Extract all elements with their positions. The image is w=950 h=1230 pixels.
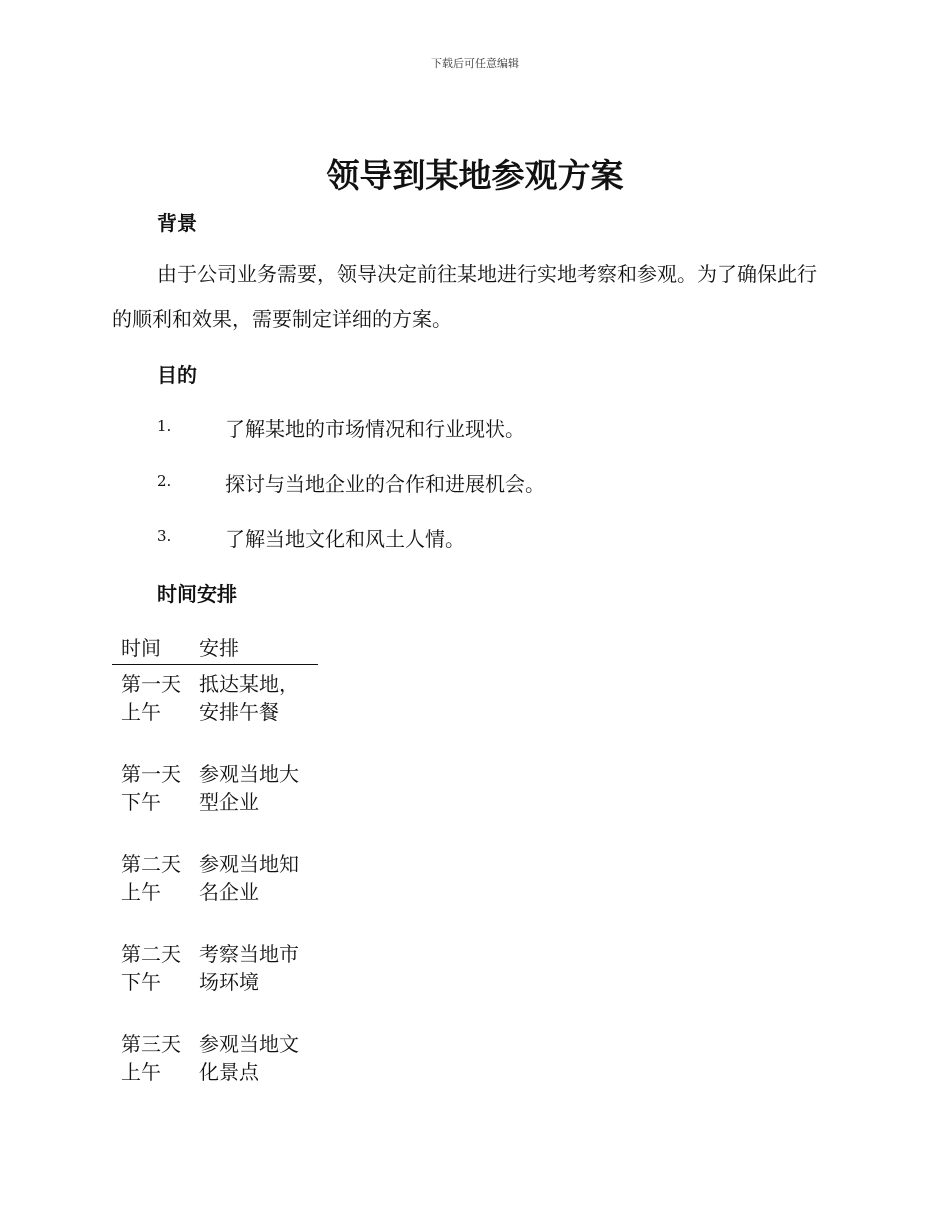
table-cell-plan: 参观当地大型企业 bbox=[199, 762, 299, 814]
table-cell-plan: 参观当地文化景点 bbox=[199, 1032, 299, 1084]
list-item-number: 3. bbox=[157, 527, 172, 545]
list-item-text: 了解当地文化和风土人情。 bbox=[225, 527, 465, 551]
list-item-number: 1. bbox=[157, 417, 172, 435]
table-header-row bbox=[112, 632, 318, 665]
table-cell-time: 第三天上午 bbox=[121, 1032, 181, 1084]
list-item-text: 探讨与当地企业的合作和进展机会。 bbox=[225, 472, 545, 496]
table-cell-time: 第二天下午 bbox=[121, 942, 181, 994]
section-heading-background: 背景 bbox=[157, 211, 197, 235]
schedule-table bbox=[112, 632, 318, 1115]
table-cell-plan: 考察当地市场环境 bbox=[199, 942, 299, 994]
table-cell-time: 第二天上午 bbox=[121, 852, 181, 904]
background-paragraph: 由于公司业务需要，领导决定前往某地进行实地考察和参观。为了确保此行的顺利和效果，需要制定详细的方案。 bbox=[112, 262, 817, 331]
header-note: 下载后可任意编辑 bbox=[431, 57, 519, 70]
table-row bbox=[112, 845, 318, 935]
table-cell-time: 第一天上午 bbox=[121, 672, 181, 724]
column-header-plan: 安排 bbox=[199, 636, 239, 660]
list-item bbox=[157, 523, 837, 553]
table-cell-time: 第一天下午 bbox=[121, 762, 181, 814]
list-item-text: 了解某地的市场情况和行业现状。 bbox=[225, 417, 525, 441]
table-cell-plan: 参观当地知名企业 bbox=[199, 852, 299, 904]
table-row bbox=[112, 935, 318, 1025]
list-item bbox=[157, 468, 837, 498]
section-heading-schedule: 时间安排 bbox=[157, 582, 237, 606]
section-heading-purpose: 目的 bbox=[157, 363, 197, 387]
document-title: 领导到某地参观方案 bbox=[326, 156, 624, 195]
table-row bbox=[112, 665, 318, 755]
list-item bbox=[157, 413, 837, 443]
list-item-number: 2. bbox=[157, 472, 172, 490]
column-header-time: 时间 bbox=[121, 636, 161, 660]
table-row bbox=[112, 1025, 318, 1115]
table-cell-plan: 抵达某地，安排午餐 bbox=[199, 672, 299, 724]
table-row bbox=[112, 755, 318, 845]
